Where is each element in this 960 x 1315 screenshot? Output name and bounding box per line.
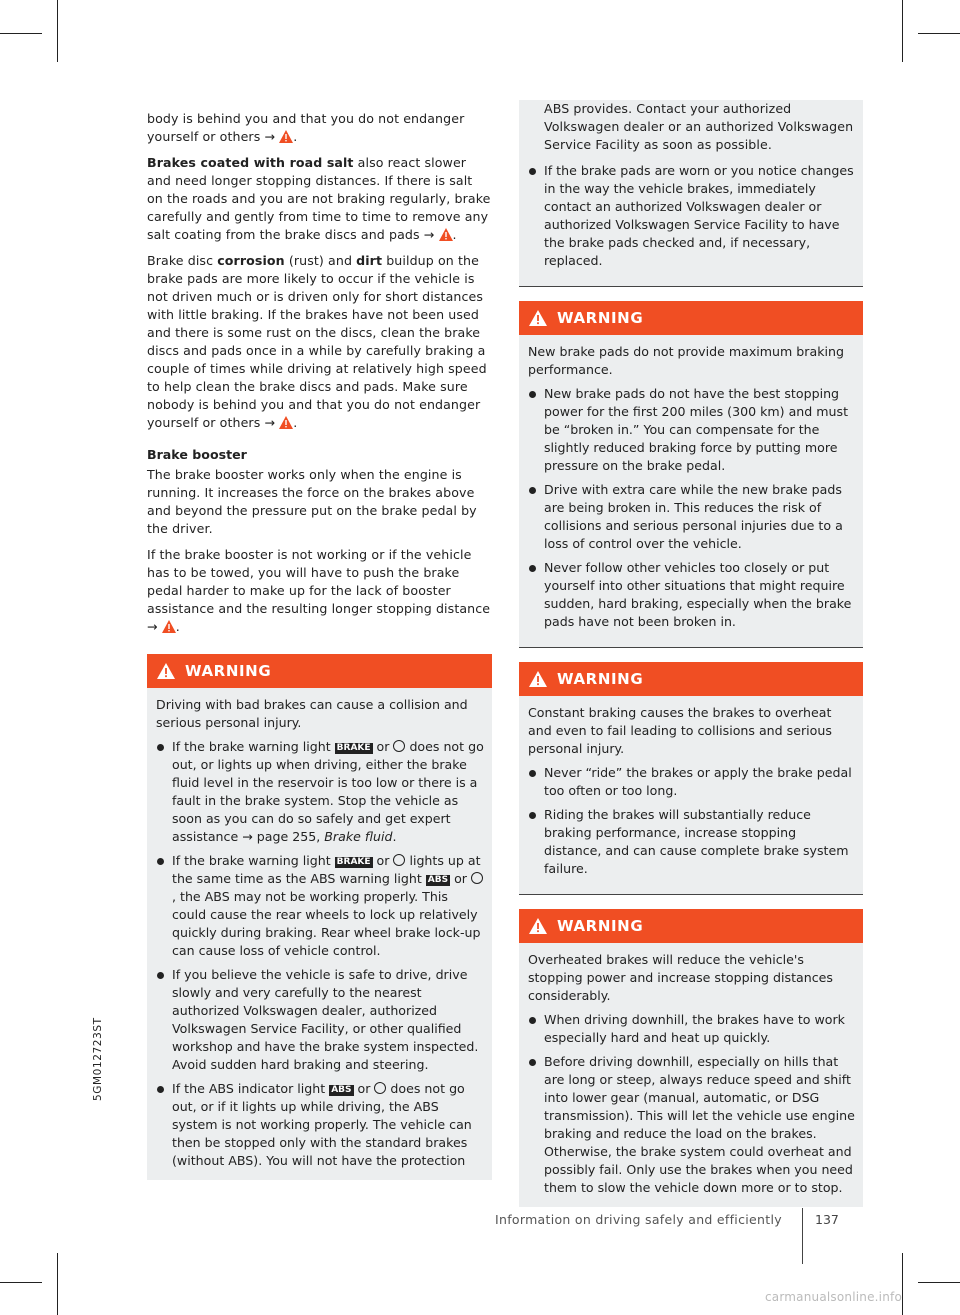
arrow-icon: → — [423, 227, 435, 242]
warning-box — [519, 662, 863, 895]
warning-header: WARNING — [519, 301, 863, 335]
warning-list — [519, 764, 863, 878]
document-code: 5GM012723ST — [92, 1017, 104, 1101]
warning-box — [147, 654, 492, 1180]
right-column — [519, 100, 863, 1207]
list-item: Drive with extra care while the new brake pads are being broken in. This reduces the risk of collisions and serious personal injuries due to a loss of control over the vehicle. — [528, 481, 855, 553]
crop-mark — [57, 1253, 58, 1315]
brake-warning-light-icon: BRAKE — [336, 743, 371, 753]
arrow-icon: → — [242, 829, 257, 844]
warning-triangle-icon — [529, 310, 547, 326]
warning-triangle-icon — [439, 228, 453, 241]
warning-intro: Overheated brakes will reduce the vehicle's stopping power and increase stopping distances considerably. — [528, 952, 833, 1003]
paragraph: If the brake booster is not working or if the vehicle has to be towed, you will have to push the brake pedal harder to make up for the lack of booster assistance and the resulting longer stopping distance → . — [147, 547, 491, 634]
arrow-icon: → — [264, 415, 276, 430]
crop-mark — [57, 0, 58, 62]
abs-circle-light-icon — [471, 872, 483, 884]
crop-mark — [902, 0, 903, 62]
list-item: When driving downhill, the brakes have to work especially hard and heat up quickly. — [528, 1011, 855, 1047]
continued-text: ABS provides. Contact your authorized Volkswagen dealer or an authorized Volkswagen Service Facility as soon as possible. — [544, 101, 854, 152]
warning-list — [147, 738, 492, 1170]
warning-header: WARNING — [519, 909, 863, 943]
paragraph: Brake disc corrosion (rust) and dirt buildup on the brake pads are more likely to occur if the vehicle is not driven much or is driven only for short distances with little braking. If the brakes have not been used and there is some rust on the discs, clean the brake discs and pads once in a while by carefully braking a couple of times while driving at relatively high speed to help clean the brake discs and pads. Make sure nobody is behind you and that you do not endanger yourself or others → . — [147, 253, 487, 430]
list-item: If the brake pads are worn or you notice changes in the way the vehicle brakes, immediately contact an authorized Volkswagen dealer or authorized Volkswagen Service Facility to have the brake pads checked and, if necessary, replaced. — [528, 162, 855, 270]
warning-list — [519, 1011, 863, 1197]
list-item: If you believe the vehicle is safe to drive, drive slowly and very carefully to the nearest authorized Volkswagen dealer, authorized Volkswagen Service Facility, or other qualified workshop and have the brake system inspected. Avoid sudden hard braking and steering. — [156, 966, 484, 1074]
crop-mark — [918, 1282, 960, 1283]
brake-circle-light-icon — [393, 740, 405, 752]
left-column — [147, 110, 492, 1180]
warning-triangle-icon — [529, 671, 547, 687]
crop-mark — [0, 33, 42, 34]
paragraph: body is behind you and that you do not endanger yourself or others → . — [147, 111, 465, 144]
warning-box — [519, 909, 863, 1207]
warning-triangle-icon — [162, 620, 176, 633]
list-item: Never “ride” the brakes or apply the brake pedal too often or too long. — [528, 764, 855, 800]
warning-triangle-icon — [529, 918, 547, 934]
crop-mark — [0, 1282, 42, 1283]
watermark: carmanualsonline.info — [765, 1290, 902, 1304]
section-heading: Brake booster — [147, 447, 247, 462]
warning-list — [519, 385, 863, 631]
warning-triangle-icon — [157, 663, 175, 679]
brake-warning-light-icon: BRAKE — [336, 857, 371, 867]
warning-header: WARNING — [147, 654, 492, 688]
list-item: Riding the brakes will substantially reduce braking performance, increase stopping distance, and can cause complete brake system failure. — [528, 806, 855, 878]
abs-circle-light-icon — [374, 1082, 386, 1094]
abs-warning-light-icon: ABS — [427, 875, 449, 885]
abs-warning-light-icon: ABS — [331, 1085, 352, 1095]
paragraph: Brakes coated with road salt also react slower and need longer stopping distances. If there is salt on the roads and you are not braking regularly, brake carefully and gently from time to time to remove any salt coating from the brake discs and pads → . — [147, 155, 491, 242]
page-number: 137 — [815, 1212, 839, 1227]
list-item: New brake pads do not have the best stopping power for the first 200 miles (300 km) and must be “broken in.” You can compensate for the slightly reduced braking force by putting more pressure on the brake pedal. — [528, 385, 855, 475]
list-item: Before driving downhill, especially on hills that are long or steep, always reduce speed and shift into lower gear (manual, automatic, or DSG transmission). This will let the vehicle use engine braking and reduce the load on the brakes. Otherwise, the brake system could overheat and possibly fail. Only use the brakes when you need them to slow the vehicle down more or to stop. — [528, 1053, 855, 1197]
list-item: Never follow other vehicles too closely or put yourself into other situations that might require sudden, hard braking, especially when the brake pads have not been broken in. — [528, 559, 855, 631]
footer-section-title: Information on driving safely and efficiently — [495, 1212, 782, 1227]
list-item: If the brake warning light BRAKE or lights up at the same time as the ABS warning light ABS or , the ABS may not be working properly. This could cause the rear wheels to lock up relatively quickly during braking. Rear wheel brake lock-up can cause loss of vehicle control. — [156, 852, 484, 960]
warning-list — [528, 162, 855, 270]
brake-circle-light-icon — [393, 854, 405, 866]
arrow-icon: → — [264, 129, 276, 144]
list-item: If the brake warning light BRAKE or does not go out, or lights up when driving, either the brake fluid level in the reservoir is too low or there is a fault in the brake system. Stop the vehicle as soon as you can do so safely and get expert assistance → page 255, Brake fluid. — [156, 738, 484, 846]
paragraph: The brake booster works only when the engine is running. It increases the force on the brakes above and beyond the pressure put on the brake pedal by the driver. — [147, 467, 477, 536]
crop-mark — [902, 1253, 903, 1315]
warning-triangle-icon — [279, 130, 293, 143]
warning-intro: New brake pads do not provide maximum braking performance. — [528, 344, 844, 377]
crop-mark — [918, 33, 960, 34]
warning-box-continued — [519, 100, 863, 287]
arrow-icon: → — [147, 619, 158, 634]
warning-box — [519, 301, 863, 648]
warning-intro: Driving with bad brakes can cause a collision and serious personal injury. — [156, 697, 468, 730]
warning-triangle-icon — [279, 416, 293, 429]
list-item: If the ABS indicator light ABS or does not go out, or if it lights up while driving, the ABS system is not working properly. The vehicle can then be stopped only with the standard brakes (without ABS). You will not have the protection — [156, 1080, 484, 1170]
warning-header: WARNING — [519, 662, 863, 696]
warning-intro: Constant braking causes the brakes to overheat and even to fail leading to collisions and serious personal injury. — [528, 705, 832, 756]
footer-divider — [802, 1208, 803, 1264]
